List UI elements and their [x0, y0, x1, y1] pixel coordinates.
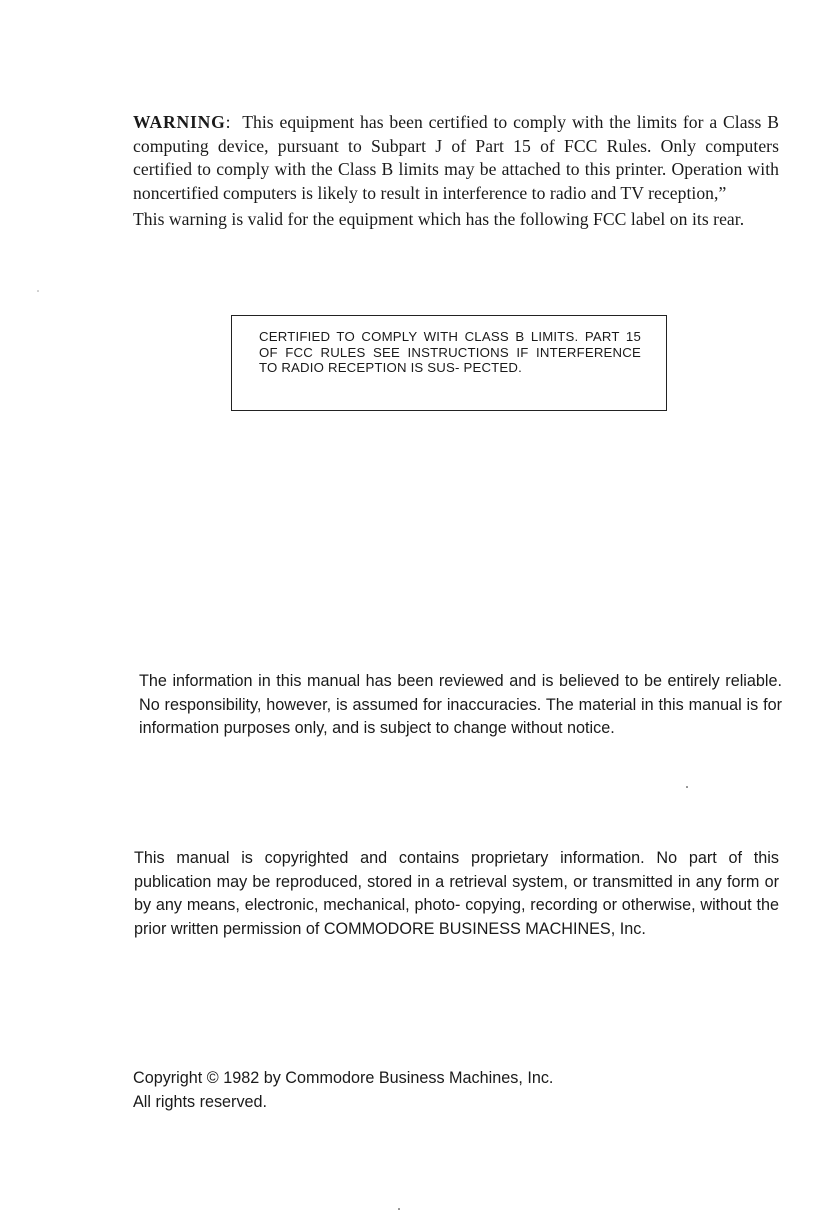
warning-validity-paragraph: This warning is valid for the equipment which has the following FCC label on its rear.: [133, 209, 745, 229]
scan-speck: [398, 1208, 400, 1210]
warning-body: This equipment has been certified to comply with the limits for a Class B computing device, pursuant to Subpart J of Part 15 of FCC Rules. Only computers certified to comply with the Class B limits may be attached to this printer. Operation with noncertified computers is likely to result in interference to radio and TV reception,”: [133, 112, 779, 203]
fcc-label-text: CERTIFIED TO COMPLY WITH CLASS B LIMITS. PART 15 OF FCC RULES SEE INSTRUCTIONS IF INTERFERENCE TO RADIO RECEPTION IS SUS- PECTED.: [259, 329, 641, 375]
copyright-notice: [133, 1067, 733, 1114]
fcc-label-box: [231, 315, 667, 411]
scan-speck: [686, 786, 688, 788]
rights-reserved-line: All rights reserved.: [133, 1092, 268, 1111]
warning-heading: WARNING: [133, 112, 226, 132]
copyright-line: Copyright © 1982 by Commodore Business Machines, Inc.: [133, 1069, 554, 1087]
disclaimer-paragraph: The information in this manual has been reviewed and is believed to be entirely reliable. No responsibility, however, is assumed for inaccuracies. The material in this manual is for information purposes only, and is subject to change without notice.: [139, 672, 782, 737]
warning-paragraph: [133, 111, 779, 205]
scan-speck: [37, 290, 39, 292]
copyright-statement-paragraph: This manual is copyrighted and contains proprietary information. No part of this publication may be reproduced, stored in a retrieval system, or transmitted in any form or by any means, electronic, mechanical, photo- copying, recording or otherwise, without the prior written permission of COMMODORE BUSINESS MACHINES, Inc.: [134, 849, 779, 938]
warning-separator: :: [225, 112, 231, 132]
fcc-warning-section: [133, 111, 779, 232]
